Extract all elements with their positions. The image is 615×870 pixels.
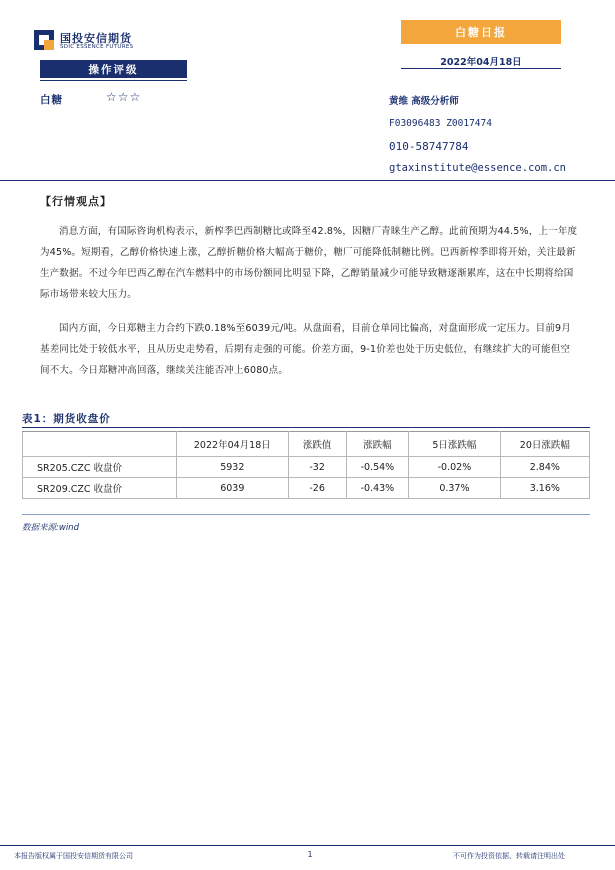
- analyst-name-title: 黄维 高级分析师: [389, 96, 459, 107]
- analyst-license: F03096483 Z0017474: [389, 118, 492, 129]
- table-cell: 5932: [177, 457, 289, 478]
- logo-chinese-name: 国投安信期货: [60, 32, 132, 45]
- table-header-row: [23, 432, 590, 457]
- table-cell: 2.84%: [500, 457, 589, 478]
- rating-stars-icon: ☆☆☆: [106, 90, 142, 104]
- company-logo-icon: [34, 30, 54, 50]
- market-view-paragraph: 国内方面，今日郑糖主力合约下跌0.18%至6039元/吨。从盘面看，目前仓单同比偏高，对盘面形成一定压力。目前9月基差同比处于较低水平，且从历史走势看，后期有走强的可能。价差方面，9-1价差也处于历史低位，有继续扩大的可能但空间不大。今日郑糖冲高回落，继续关注能否冲上6080点。: [40, 323, 572, 376]
- table-title-divider: [22, 427, 590, 428]
- report-type-banner: 白糖日报: [401, 20, 561, 44]
- report-date: 2022年04月18日: [440, 57, 522, 68]
- commodity-name: 白糖: [40, 94, 63, 106]
- analyst-email: gtaxinstitute@essence.com.cn: [389, 162, 567, 174]
- table-header-cell: [23, 432, 177, 457]
- rating-divider: [40, 80, 187, 81]
- table-header-cell: 涨跌幅: [346, 432, 409, 457]
- table-header-cell: 涨跌值: [288, 432, 346, 457]
- table-cell: -32: [288, 457, 346, 478]
- table-cell: 0.37%: [409, 478, 501, 499]
- table-header-cell: 2022年04月18日: [177, 432, 289, 457]
- footer-divider: [0, 845, 615, 846]
- table-cell: -0.43%: [346, 478, 409, 499]
- table-cell: 3.16%: [500, 478, 589, 499]
- market-view-title: 【行情观点】: [40, 195, 112, 208]
- futures-close-table: [22, 431, 590, 499]
- logo-english-name: SDIC ESSENCE FUTURES: [60, 44, 134, 50]
- table-title: 表1：期货收盘价: [22, 413, 111, 425]
- table-header-cell: 5日涨跌幅: [409, 432, 501, 457]
- page-number: 1: [307, 850, 313, 859]
- source-divider: [22, 514, 590, 515]
- date-divider: [401, 68, 561, 69]
- market-view-paragraph: 消息方面，有国际咨询机构表示，新榨季巴西制糖比或降至42.8%，因糖厂青睐生产乙醇。此前预期为44.5%，上一年度为45%。短期看，乙醇价格快速上涨，乙醇折糖价格大幅高于糖价，糖厂可能降低制糖比例。巴西新榨季即将开始，关注最新生产数据。不过今年巴西乙醇在汽车燃料中的市场份额同比明显下降，乙醇销量减少可能导致糖逐渐累库，这在中长期将给国际市场带来较大压力。: [40, 226, 578, 300]
- table-cell: SR205.CZC 收盘价: [23, 457, 177, 478]
- analyst-phone: 010-58747784: [389, 140, 469, 153]
- footer-disclaimer: 不可作为投资依据，转载请注明出处: [453, 852, 565, 860]
- table-header-cell: 20日涨跌幅: [500, 432, 589, 457]
- table-row: [23, 478, 590, 499]
- table-cell: -0.54%: [346, 457, 409, 478]
- header-divider: [0, 180, 615, 181]
- table-cell: -26: [288, 478, 346, 499]
- footer-copyright: 本报告版权属于国投安信期货有限公司: [14, 852, 133, 860]
- table-cell: -0.02%: [409, 457, 501, 478]
- table-cell: SR209.CZC 收盘价: [23, 478, 177, 499]
- table-row: [23, 457, 590, 478]
- table-cell: 6039: [177, 478, 289, 499]
- rating-label-bar: 操作评级: [40, 60, 187, 78]
- data-source-note: 数据来源:wind: [22, 523, 79, 533]
